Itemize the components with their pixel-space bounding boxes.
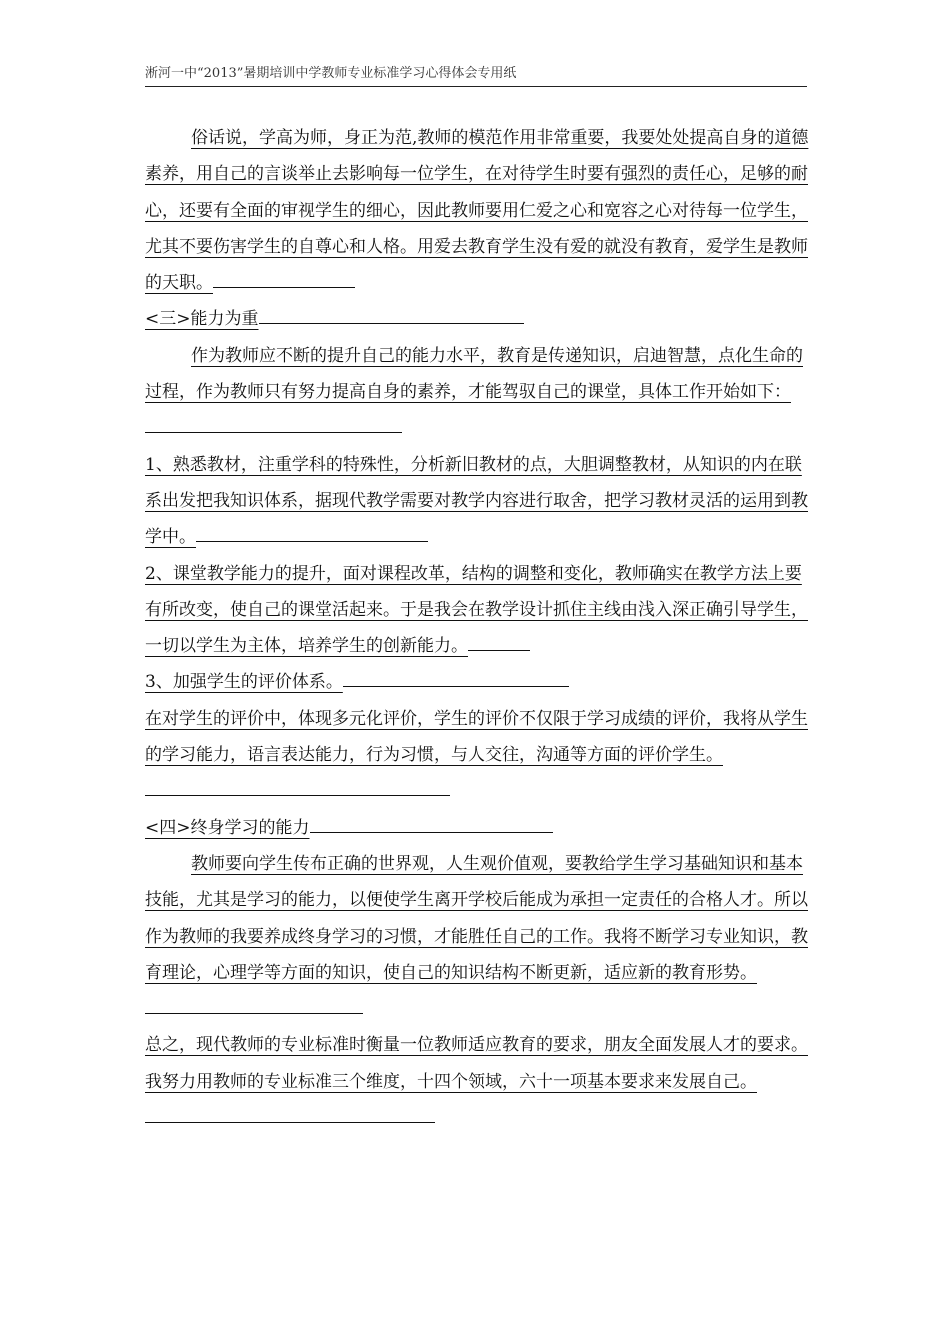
paragraph-ability-intro (145, 338, 809, 447)
underline-filler (145, 1100, 435, 1123)
section-heading-lifelong (145, 810, 809, 846)
paragraph-text: 1、熟悉教材，注重学科的特殊性，分析新旧教材的点，大胆调整教材，从知识的内在联系出发把我知识体系，据现代教学需要对教学内容进行取舍，把学习教材灵活的运用到教学中。 (145, 454, 808, 548)
page-header: 淅河一中“2013”暑期培训中学教师专业标准学习心得体会专用纸 (145, 64, 807, 87)
paragraph-text: 作为教师应不断的提升自己的能力水平，教育是传递知识，启迪智慧，点化生命的过程，作为教师只有努力提高自身的素养，才能驾驭自己的课堂，具体工作开始如下： (145, 345, 803, 403)
heading-text: <三>能力为重 (145, 309, 259, 330)
paragraph-text: 教师要向学生传布正确的世界观，人生观价值观，要教给学生学习基础知识和基本技能，尤其是学习的能力，以便使学生离开学校后能成为承担一定责任的合格人才。所以作为教师的我要养成终身学习的习惯，才能胜任自己的工作。我将不断学习专业知识，教育理论，心理学等方面的知识，使自己的知识结构不断更新，适应新的教育形势。 (145, 853, 808, 983)
underline-filler (310, 810, 553, 833)
underline-filler (259, 301, 524, 324)
heading-text: <四>终身学习的能力 (145, 817, 310, 838)
underline-filler (213, 265, 355, 288)
underline-filler (196, 519, 428, 542)
section-heading-ability (145, 301, 809, 337)
underline-filler (343, 664, 569, 687)
paragraph-text: 2、课堂教学能力的提升，面对课程改革，结构的调整和变化，教师确实在教学方法上要有所改变，使自己的课堂活起来。于是我会在教学设计抓住主线由浅入深正确引导学生，一切以学生为主体，培养学生的创新能力。 (145, 563, 808, 657)
paragraph-teacher-model (145, 120, 809, 301)
paragraph-text: 3、加强学生的评价体系。 (145, 672, 343, 693)
underline-filler (145, 991, 363, 1014)
list-item-3 (145, 664, 809, 700)
paragraph-text: 俗话说，学高为师，身正为范,教师的模范作用非常重要，我要处处提高自身的道德素养，用自己的言谈举止去影响每一位学生，在对待学生时要有强烈的责任心，足够的耐心，还要有全面的审视学生的细心，因此教师要用仁爱之心和宽容之心对待每一位学生，尤其不要伤害学生的自尊心和人格。用爱去教育学生没有爱的就没有教育，爱学生是教师的天职。 (145, 128, 809, 294)
list-item-1 (145, 447, 809, 556)
document-body (145, 120, 809, 1136)
paragraph-text: 总之，现代教师的专业标准时衡量一位教师适应教育的要求，朋友全面发展人才的要求。我努力用教师的专业标准三个维度，十四个领域，六十一项基本要求来发展自己。 (145, 1035, 808, 1092)
underline-filler (145, 773, 450, 796)
underline-filler (145, 410, 402, 433)
paragraph-conclusion (145, 1027, 809, 1136)
paragraph-text: 在对学生的评价中，体现多元化评价，学生的评价不仅限于学习成绩的评价，我将从学生的学习能力，语言表达能力，行为习惯，与人交往，沟通等方面的评价学生。 (145, 708, 808, 766)
paragraph-lifelong (145, 846, 809, 1027)
underline-filler (468, 628, 530, 651)
paragraph-evaluation (145, 701, 809, 810)
list-item-2 (145, 556, 809, 665)
